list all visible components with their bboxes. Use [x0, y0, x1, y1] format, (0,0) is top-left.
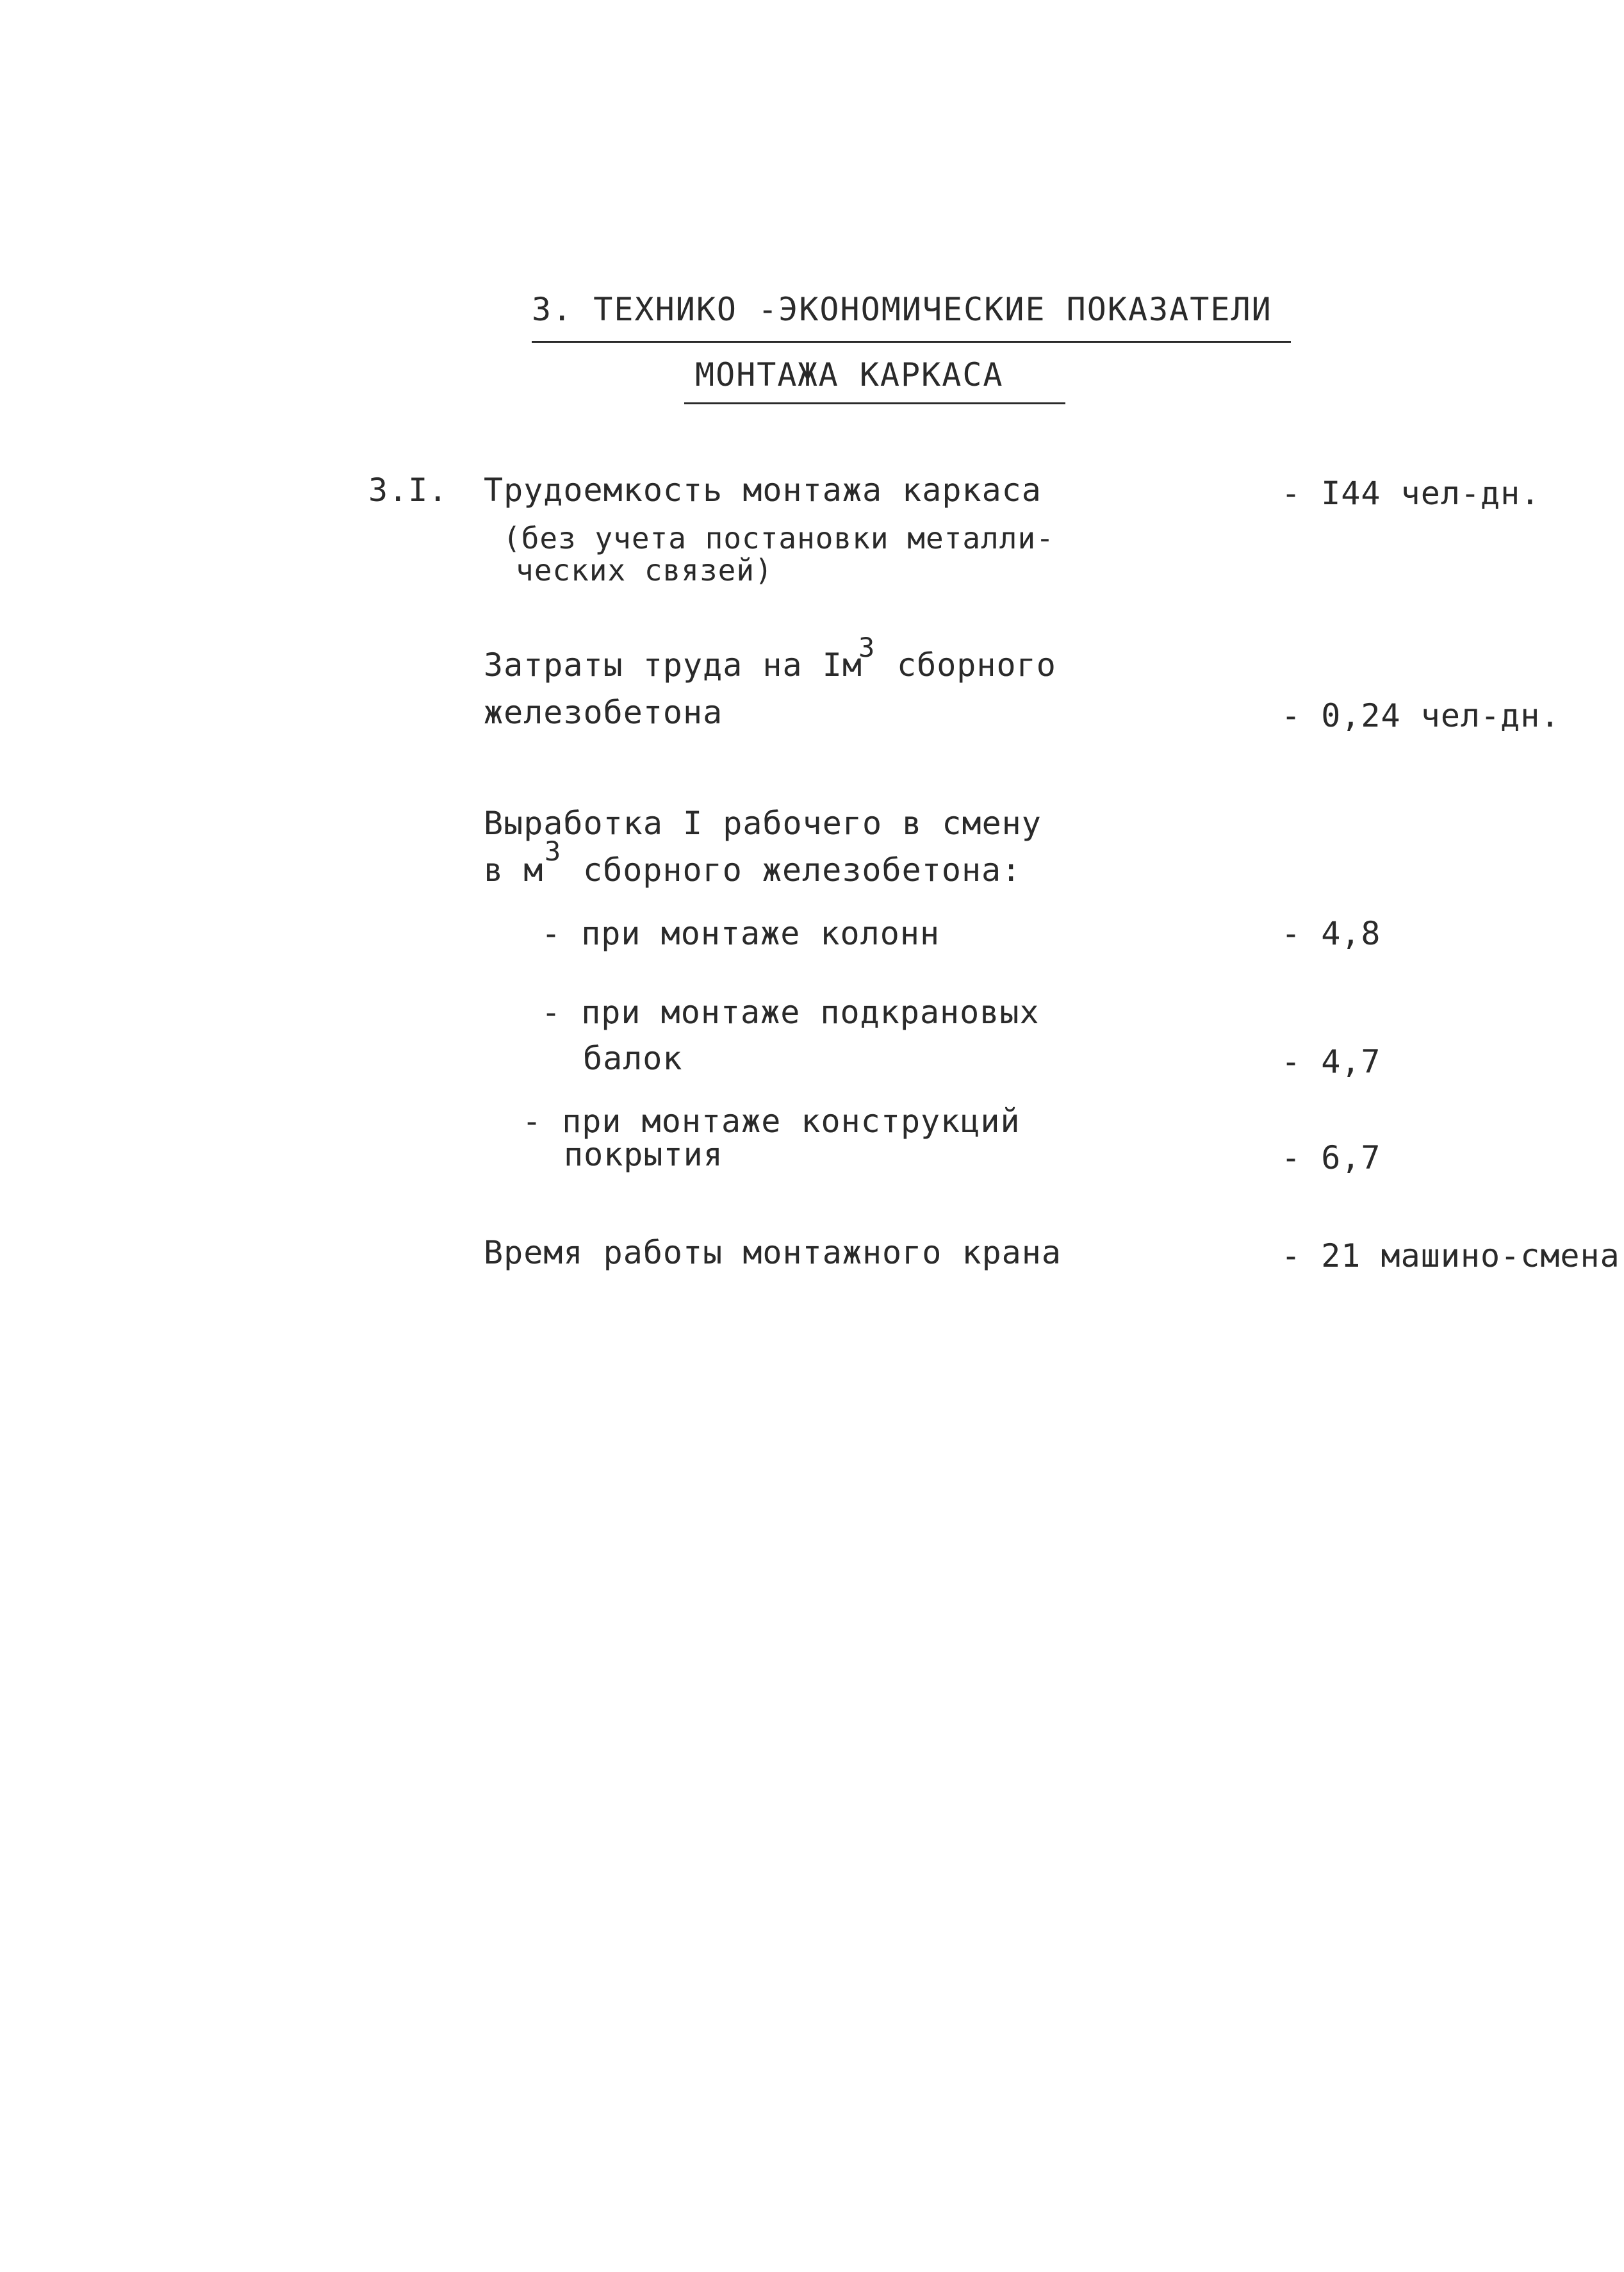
section-number: 3.I. [368, 472, 448, 509]
labor-intensity-label: Трудоемкость монтажа каркаса [484, 472, 1042, 509]
crane-time-label: Время работы монтажного крана [484, 1234, 1062, 1271]
section-heading-line1: 3. ТЕХНИКО -ЭКОНОМИЧЕСКИЕ ПОКАЗАТЕЛИ [532, 291, 1272, 328]
labor-intensity-note-2: ческих связей) [516, 553, 773, 588]
output-item-crane-beams-1: - при монтаже подкрановых [541, 994, 1040, 1031]
labor-cost-line1-a: Затраты труда на Iм [484, 646, 862, 684]
labor-intensity-value: - I44 чел-дн. [1281, 475, 1541, 512]
labor-cost-line2: железобетона [484, 694, 723, 731]
labor-cost-line1-b: сборного [897, 646, 1056, 684]
output-item-crane-beams-value: - 4,7 [1281, 1043, 1381, 1080]
output-item-columns: - при монтаже колонн [541, 915, 940, 952]
output-item-columns-value: - 4,8 [1281, 915, 1381, 952]
output-line2-b: сборного железобетона: [583, 852, 1022, 889]
output-item-roof-value: - 6,7 [1281, 1139, 1381, 1176]
heading-underline-1 [532, 341, 1291, 343]
crane-time-value: - 21 машино-смена [1281, 1237, 1620, 1274]
labor-intensity-note-1: (без учета постановки металли- [503, 521, 1054, 556]
section-heading-line2: МОНТАЖА КАРКАСА [695, 356, 1004, 393]
labor-cost-value: - 0,24 чел-дн. [1281, 697, 1561, 734]
output-item-crane-beams-2: балок [583, 1040, 683, 1077]
output-line1: Выработка I рабочего в смену [484, 805, 1042, 842]
output-superscript: 3 [545, 836, 561, 867]
output-item-roof-2: покрытия [564, 1136, 723, 1173]
output-line2-a: в м [484, 852, 544, 889]
output-item-roof-1: - при монтаже конструкций [522, 1103, 1021, 1140]
labor-cost-superscript: 3 [858, 632, 875, 663]
heading-underline-2 [684, 402, 1065, 404]
